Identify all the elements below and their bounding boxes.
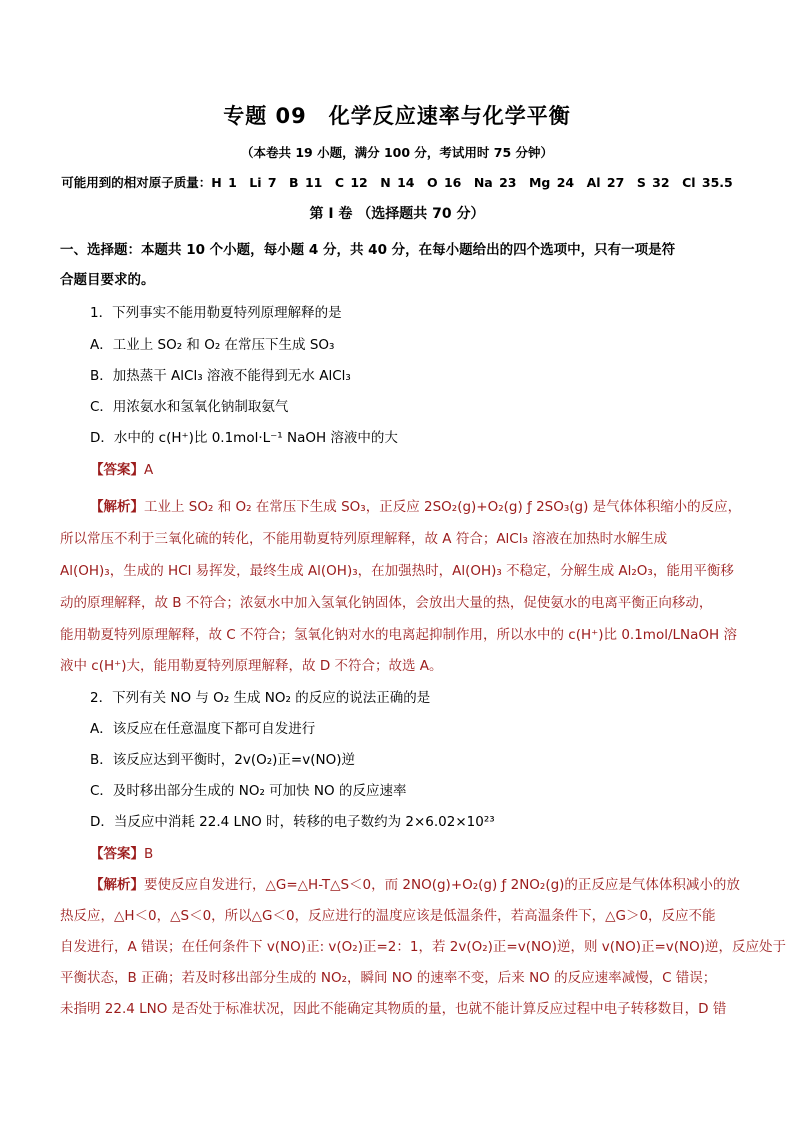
question-2-stem: 2．下列有关 NO 与 O₂ 生成 NO₂ 的反应的说法正确的是: [90, 690, 431, 706]
atomic-masses: 可能用到的相对原子质量：H 1 Li 7 B 11 C 12 N 14 O 16 Na 23 Mg 24 Al 27 S 32 Cl 35.5: [61, 175, 733, 190]
analysis-text: 工业上 SO₂ 和 O₂ 在常压下生成 SO₃，正反应 2SO₂(g)+O₂(g) ƒ 2SO₃(g) 是气体体积缩小的反应，: [144, 499, 742, 515]
answer-label: 【答案】: [90, 846, 144, 862]
question-2-analysis-line: [90, 873, 770, 893]
question-1-analysis-line: 能用勒夏特列原理解释，故 C 不符合；氢氧化钠对水的电离起抑制作用，所以水中的 c(H⁺)比 0.1mol/LNaOH 溶: [60, 627, 737, 643]
question-2-option-a: A．该反应在任意温度下都可自发进行: [90, 721, 316, 737]
answer-value: A: [144, 462, 154, 478]
question-1-stem: 1．下列事实不能用勒夏特列原理解释的是: [90, 305, 342, 321]
question-1-analysis-line: 所以常压不利于三氧化硫的转化，不能用勒夏特列原理解释，故 A 符合；AlCl₃ 溶液在加热时水解生成: [60, 531, 668, 547]
question-2-option-d: D．当反应中消耗 22.4 LNO 时，转移的电子数约为 2×6.02×10²³: [90, 814, 495, 830]
question-1-analysis-line: Al(OH)₃，生成的 HCl 易挥发，最终生成 Al(OH)₃，在加强热时，Al(OH)₃ 不稳定，分解生成 Al₂O₃，能用平衡移: [60, 563, 734, 579]
question-1-option-d: D．水中的 c(H⁺)比 0.1mol·L⁻¹ NaOH 溶液中的大: [90, 430, 398, 446]
section-heading: 一、选择题：本题共 10 个小题，每小题 4 分，共 40 分，在每小题给出的四个选项中，只有一项是符: [60, 242, 676, 258]
question-2-analysis-line: 热反应，△H＜0，△S＜0，所以△G＜0，反应进行的温度应该是低温条件，若高温条件下，△G＞0，反应不能: [60, 908, 716, 924]
page-title: 专题 09 化学反应速率与化学平衡: [223, 104, 571, 128]
question-2-analysis-line: 未指明 22.4 LNO 是否处于标准状况，因此不能确定其物质的量，也就不能计算反应过程中电子转移数目，D 错: [60, 1001, 727, 1017]
question-1-analysis-line: [90, 495, 770, 515]
question-2-option-c: C．及时移出部分生成的 NO₂ 可加快 NO 的反应速率: [90, 783, 407, 799]
question-2-answer: [90, 842, 770, 862]
question-1-analysis-line: 液中 c(H⁺)大，能用勒夏特列原理解释，故 D 不符合；故选 A。: [60, 658, 443, 674]
question-2-option-b: B．该反应达到平衡时，2v(O₂)正=v(NO)逆: [90, 752, 355, 768]
section-heading-cont: 合题目要求的。: [60, 272, 155, 288]
exam-info: （本卷共 19 小题，满分 100 分，考试用时 75 分钟）: [241, 145, 553, 160]
question-2-analysis-line: 自发进行，A 错误；在任何条件下 v(NO)正: v(O₂)正=2：1，若 2v(O₂)正=v(NO)逆，则 v(NO)正=v(NO)逆，反应处于: [60, 939, 787, 955]
question-1-option-a: A．工业上 SO₂ 和 O₂ 在常压下生成 SO₃: [90, 337, 335, 353]
question-2-analysis-line: 平衡状态，B 正确；若及时移出部分生成的 NO₂，瞬间 NO 的速率不变，后来 NO 的反应速率减慢，C 错误；: [60, 970, 717, 986]
question-1-analysis-line: 动的原理解释，故 B 不符合；浓氨水中加入氢氧化钠固体，会放出大量的热，促使氨水的电离平衡正向移动，: [60, 595, 713, 611]
question-1-option-c: C．用浓氨水和氢氧化钠制取氨气: [90, 399, 289, 415]
volume-heading: 第 I 卷 （选择题共 70 分）: [309, 206, 485, 222]
question-1-answer: [90, 458, 770, 478]
analysis-label: 【解析】: [90, 877, 144, 893]
answer-label: 【答案】: [90, 462, 144, 478]
analysis-text: 要使反应自发进行，△G=△H-T△S＜0，而 2NO(g)+O₂(g) ƒ 2NO₂(g)的正反应是气体体积减小的放: [144, 877, 740, 893]
analysis-label: 【解析】: [90, 499, 144, 515]
answer-value: B: [144, 846, 154, 862]
question-1-option-b: B．加热蒸干 AlCl₃ 溶液不能得到无水 AlCl₃: [90, 368, 351, 384]
